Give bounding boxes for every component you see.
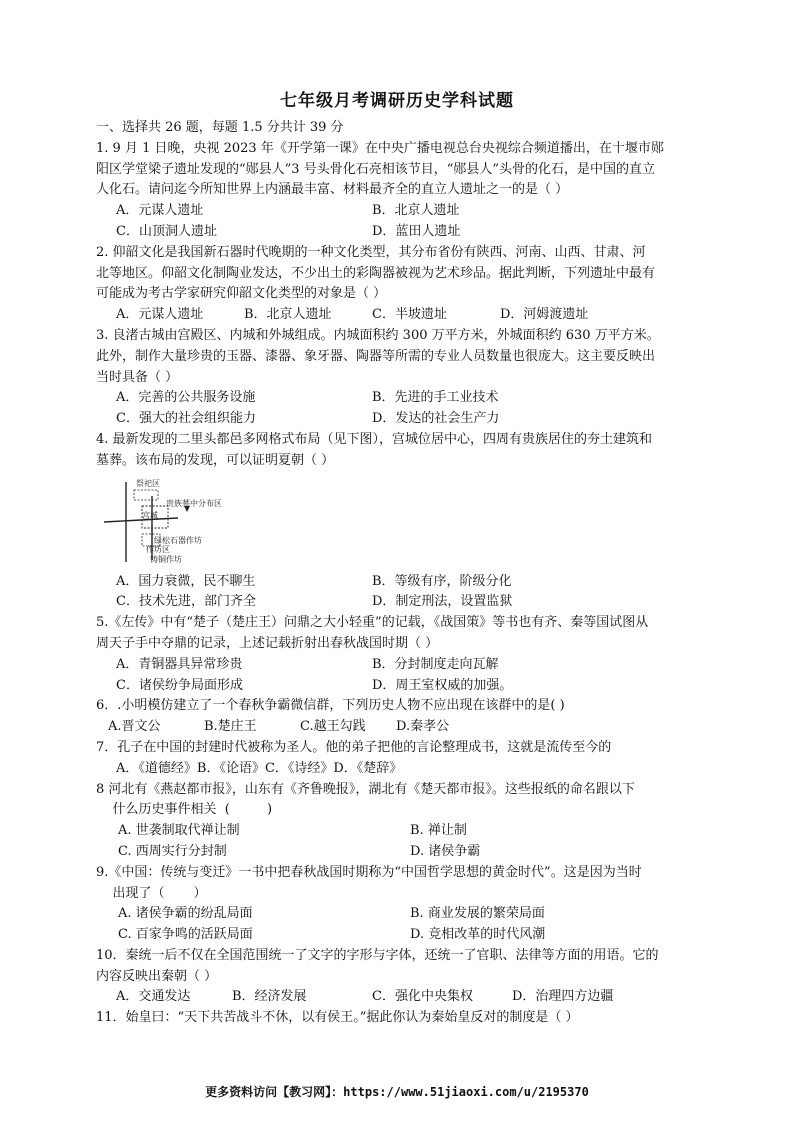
option-b: B. 禅让制	[410, 823, 467, 839]
map-label: 祭祀区	[136, 478, 160, 488]
options-row	[96, 717, 702, 738]
option-a: A．交通发达	[116, 989, 191, 1005]
question-text: 内容反映出秦朝（ ）	[96, 968, 218, 984]
map-road-horizontal	[104, 518, 178, 522]
options-row	[96, 655, 702, 676]
question-2	[96, 243, 702, 326]
option-c: C．山顶洞人遗址	[116, 223, 217, 239]
question-9	[96, 863, 702, 946]
option-a: A. 世袭制取代禅让制	[118, 823, 240, 839]
option-b: B．北京人遗址	[372, 203, 460, 219]
footer-link-text: 更多资料访问【教习网】：https://www.51jiaoxi.com/u/2195370	[205, 1085, 589, 1099]
section-heading: 一、选择共 26 题，每题 1.5 分共计 39 分	[96, 120, 344, 135]
question-text: 可能成为考古学家研究仰韶文化类型的对象是（ ）	[96, 286, 387, 302]
question-text: 出现了（ ）	[96, 885, 207, 901]
question-text: 2. 仰韶文化是我国新石器时代晚期的一种文化类型，其分布省份有陕西、河南、山西、甘肃、河	[96, 244, 646, 260]
question-text: 阳区学堂梁子遗址发现的“郧县人”3 号头骨化石亮相该节目，“郧县人”头骨的化石，是中国的直立	[96, 161, 655, 177]
question-text: 墓葬。该布局的发现，可以证明夏朝（ ）	[96, 452, 335, 468]
option-c: C．半坡遗址	[372, 307, 447, 323]
question-text: 4. 最新发现的二里头都邑多网格式布局（见下图），宫城位居中心，四周有贵族居住的夯土建筑和	[96, 431, 653, 447]
question-text: 5.《左传》中有“楚子（楚庄王）问鼎之大小轻重”的记载，《战国策》等书也有齐、秦等国试图从	[96, 615, 649, 631]
map-sacrificial-box	[134, 490, 158, 500]
question-text: 7．孔子在中国的封建时代被称为圣人。他的弟子把他的言论整理成书，这就是流传至今的	[96, 739, 612, 755]
erlitou-layout-map	[96, 476, 256, 568]
option-d: D．周王室权威的加强。	[372, 677, 513, 693]
option-a: A．国力衰微，民不聊生	[116, 573, 256, 589]
option-a: A．元谋人遗址	[116, 307, 204, 323]
options-row	[96, 409, 702, 430]
question-5	[96, 613, 702, 696]
option-b: B．等级有序，阶级分化	[372, 573, 512, 589]
option-c: C．强化中央集权	[372, 989, 473, 1005]
map-label: 作坊区	[146, 544, 170, 554]
option-d: D. 竞相改革的时代风潮	[410, 927, 546, 943]
option-b: B．分封制度走向瓦解	[372, 656, 499, 672]
options-row	[96, 201, 702, 222]
options-row	[96, 222, 702, 243]
options-row	[96, 842, 702, 863]
question-text: 11．始皇曰：“天下共苦战斗不休，以有侯王。”据此你认为秦始皇反对的制度是（ ）	[96, 1010, 579, 1026]
option-d: D.秦孝公	[396, 719, 450, 735]
map-label: 宫城	[142, 510, 158, 520]
page-title: 七年级月考调研历史学科试题	[280, 91, 514, 111]
question-text: 当时具备（ ）	[96, 369, 179, 385]
option-d: D．河姆渡遗址	[500, 307, 589, 323]
question-text: 北等地区。仰韶文化制陶业发达，不少出土的彩陶器被视为艺术珍品。据此判断，下列遗址中最有	[96, 265, 656, 281]
question-8	[96, 780, 702, 863]
option-d: D．治理四方边疆	[512, 989, 614, 1005]
question-text: 8 河北有《燕赵都市报》，山东有《齐鲁晚报》，湖北有《楚天都市报》。这些报纸的命名跟以下	[96, 781, 635, 797]
option-b: B.楚庄王	[204, 719, 257, 735]
question-text: 10．秦统一后不仅在全国范围统一了文字的字形与字体，还统一了官职、法律等方面的用语。它的	[96, 947, 659, 963]
option-c: C．技术先进，部门齐全	[116, 594, 256, 610]
option-b: B．北京人遗址	[244, 307, 332, 323]
option-d: D．制定刑法，设置监狱	[372, 594, 513, 610]
question-text: 周天子手中夺鼎的记录，上述记载折射出春秋战国时期（ ）	[96, 635, 439, 651]
option-a: A．青铜器具异常珍贵	[116, 656, 243, 672]
options-row	[96, 759, 702, 780]
option-c: C. 西周实行分封制	[118, 843, 227, 859]
question-text: 什么历史事件相关 ( )	[96, 802, 273, 818]
option-d: D. 诸侯争霸	[410, 843, 481, 859]
question-text: 6．.小明模仿建立了一个春秋争霸微信群，下列历史人物不应出现在该群中的是( )	[96, 698, 565, 714]
question-1	[96, 139, 702, 243]
erlitou-layout-figure	[96, 472, 702, 572]
option-a: A. 诸侯争霸的纷乱局面	[118, 906, 253, 922]
map-label: 铸铜作坊	[150, 554, 182, 564]
question-6	[96, 696, 702, 738]
option-d: D．发达的社会生产力	[372, 411, 500, 427]
question-11	[96, 1008, 702, 1029]
option-d: D．蓝田人遗址	[372, 223, 461, 239]
question-3	[96, 326, 702, 430]
option-c: C．强大的社会组织能力	[116, 411, 256, 427]
exam-content	[96, 118, 702, 1029]
question-text: 此外，制作大量珍贵的玉器、漆器、象牙器、陶器等所需的专业人员数量也很庞大。这主要反映出	[96, 348, 656, 364]
question-text: 人化石。请问迄今所知世界上内涵最丰富、材料最齐全的直立人遗址之一的是（ ）	[96, 182, 569, 198]
options-row	[96, 676, 702, 697]
option-c: C.越王勾践	[300, 719, 366, 735]
option-c: C．诸侯纷争局面形成	[116, 677, 243, 693]
options-row	[96, 592, 702, 613]
map-label: 贵族墓中分布区	[166, 498, 222, 508]
question-text: 1. 9 月 1 日晚，央视 2023 年《开学第一课》在中央广播电视总台央视综合频道播出，在十堰市郧	[96, 140, 664, 156]
question-4	[96, 430, 702, 613]
question-text: 3. 良渚古城由宫殿区、内城和外城组成。内城面积约 300 万平方米，外城面积约 630 万平方米。	[96, 327, 660, 343]
options-row	[96, 925, 702, 946]
question-10	[96, 946, 702, 1008]
options-row	[96, 821, 702, 842]
options-row	[96, 987, 702, 1008]
option-b: B．先进的手工业技术	[372, 390, 499, 406]
question-text: 9.《中国：传统与变迁》一书中把春秋战国时期称为“中国哲学思想的黄金时代”。这是因为当时	[96, 864, 642, 880]
option-c: C. 百家争鸣的活跃局面	[118, 927, 253, 943]
question-7	[96, 738, 702, 780]
option-b: B．经济发展	[232, 989, 307, 1005]
option-a: A．元谋人遗址	[116, 203, 204, 219]
option-a: A.晋文公	[108, 719, 161, 735]
option-all: A．《道德经》B．《论语》C．《诗经》D．《楚辞》	[116, 760, 403, 776]
options-row	[96, 305, 702, 326]
map-label: 绿松石器作坊	[154, 535, 202, 545]
option-a: A．完善的公共服务设施	[116, 390, 256, 406]
options-row	[96, 904, 702, 925]
option-b: B. 商业发展的繁荣局面	[410, 906, 545, 922]
options-row	[96, 572, 702, 593]
options-row	[96, 388, 702, 409]
